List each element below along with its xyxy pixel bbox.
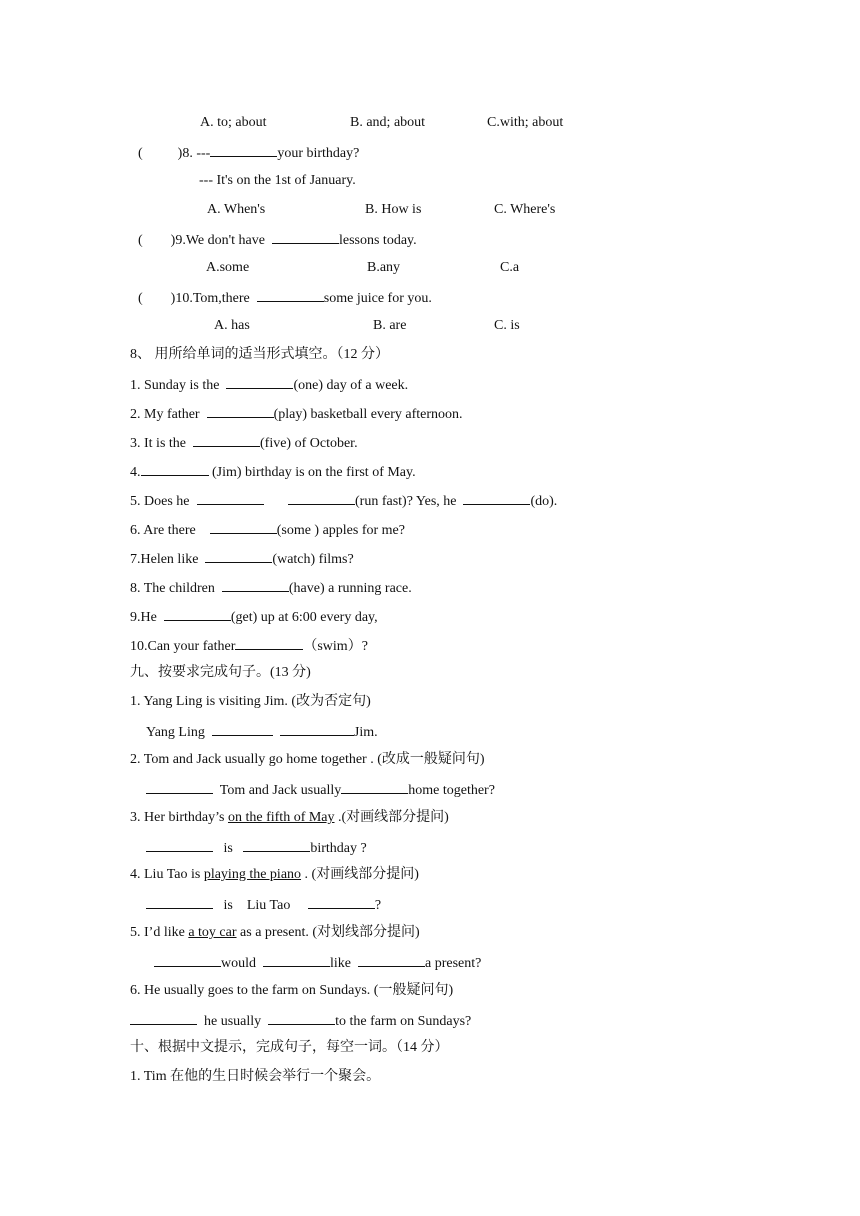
answer-blank[interactable] bbox=[463, 491, 530, 505]
answer-blank[interactable] bbox=[141, 462, 209, 476]
section-heading: 8、 用所给单词的适当形式填空。（12 分） bbox=[130, 347, 389, 362]
answer-text: a present? bbox=[425, 956, 482, 971]
fill-item-4 bbox=[130, 462, 416, 482]
answer-blank[interactable] bbox=[263, 953, 330, 967]
underlined-phrase: playing the piano bbox=[203, 867, 302, 882]
item-text: (have) a running race. bbox=[288, 581, 412, 596]
answer-text: he usually bbox=[204, 1014, 262, 1029]
question-text: . (对画线部分提问) bbox=[301, 867, 419, 882]
item-text: 4. bbox=[130, 465, 141, 480]
answer-blank[interactable] bbox=[257, 288, 324, 302]
answer-text: like bbox=[330, 956, 351, 971]
question-8 bbox=[138, 143, 359, 163]
answer-blank[interactable] bbox=[341, 780, 408, 794]
answer-blank[interactable] bbox=[193, 433, 260, 447]
fill-item-1 bbox=[130, 375, 408, 395]
question-9 bbox=[138, 230, 417, 250]
question-text: 4. Liu Tao is bbox=[130, 867, 204, 882]
answer-blank[interactable] bbox=[146, 838, 213, 852]
item-text: (five) of October. bbox=[260, 436, 358, 451]
answer-blank[interactable] bbox=[308, 895, 375, 909]
item-text: (some ) apples for me? bbox=[276, 523, 405, 538]
option-c: C.a bbox=[500, 260, 520, 275]
fill-item-3 bbox=[130, 433, 358, 453]
question-number: ( )9.We don't have bbox=[138, 233, 265, 248]
answer-text: birthday ? bbox=[310, 841, 367, 856]
dialogue-reply: --- It's on the 1st of January. bbox=[199, 173, 356, 188]
item-text: 6. Are there bbox=[130, 523, 196, 538]
question-text: .(对画线部分提问) bbox=[334, 810, 449, 825]
fill-item-10 bbox=[130, 636, 368, 656]
answer-blank[interactable] bbox=[210, 143, 277, 157]
answer-blank[interactable] bbox=[235, 636, 303, 650]
sentence-task-5 bbox=[130, 924, 420, 942]
answer-blank[interactable] bbox=[268, 1011, 335, 1025]
fill-item-6 bbox=[130, 520, 405, 540]
sentence-task-1: 1. Yang Ling is visiting Jim. (改为否定句) bbox=[130, 694, 371, 709]
option-a: A. When's bbox=[207, 202, 266, 217]
sentence-answer-3 bbox=[146, 838, 367, 858]
answer-blank[interactable] bbox=[146, 780, 213, 794]
option-a: A.some bbox=[206, 260, 250, 275]
fill-item-7 bbox=[130, 549, 354, 569]
answer-blank[interactable] bbox=[222, 578, 289, 592]
item-text: 7.Helen like bbox=[130, 552, 199, 567]
section-heading: 十、根据中文提示，完成句子，每空一词。（14 分） bbox=[130, 1040, 449, 1055]
answer-blank[interactable] bbox=[226, 375, 293, 389]
question-text: 5. I’d like bbox=[130, 925, 189, 940]
option-c: C. is bbox=[494, 318, 520, 333]
sentence-answer-5 bbox=[154, 953, 481, 973]
item-text: 5. Does he bbox=[130, 494, 190, 509]
answer-blank[interactable] bbox=[288, 491, 355, 505]
answer-blank[interactable] bbox=[207, 404, 274, 418]
sentence-answer-1 bbox=[146, 722, 378, 742]
fill-item-9 bbox=[130, 607, 378, 627]
item-text: 2. My father bbox=[130, 407, 200, 422]
answer-blank[interactable] bbox=[197, 491, 264, 505]
answer-text: home together? bbox=[408, 783, 495, 798]
answer-text: Yang Ling bbox=[146, 725, 205, 740]
item-text: 8. The children bbox=[130, 581, 215, 596]
answer-blank[interactable] bbox=[130, 1011, 197, 1025]
question-text: as a present. (对划线部分提问) bbox=[236, 925, 420, 940]
sentence-answer-4 bbox=[146, 895, 381, 915]
answer-text: is bbox=[223, 841, 233, 856]
answer-text: Jim. bbox=[353, 725, 378, 740]
answer-text: Tom and Jack usually bbox=[219, 783, 342, 798]
sentence-answer-6 bbox=[130, 1011, 471, 1031]
option-b: B. and; about bbox=[350, 115, 426, 130]
item-text: 10.Can your father bbox=[130, 639, 236, 654]
item-text: (do). bbox=[530, 494, 558, 509]
section-heading: 九、按要求完成句子。(13 分) bbox=[130, 665, 311, 680]
underlined-phrase: on the fifth of May bbox=[227, 810, 335, 825]
answer-blank[interactable] bbox=[205, 549, 272, 563]
option-b: B. are bbox=[373, 318, 407, 333]
item-text: 1. Sunday is the bbox=[130, 378, 220, 393]
answer-blank[interactable] bbox=[272, 230, 339, 244]
sentence-task-3 bbox=[130, 809, 449, 827]
answer-text: to the farm on Sundays? bbox=[335, 1014, 472, 1029]
question-text: your birthday? bbox=[277, 146, 360, 161]
question-text: some juice for you. bbox=[323, 291, 432, 306]
item-text: 9.He bbox=[130, 610, 157, 625]
answer-blank[interactable] bbox=[146, 895, 213, 909]
fill-item-8 bbox=[130, 578, 412, 598]
option-a: A. to; about bbox=[200, 115, 267, 130]
option-b: B.any bbox=[367, 260, 401, 275]
answer-blank[interactable] bbox=[154, 953, 221, 967]
fill-item-2 bbox=[130, 404, 463, 424]
option-b: B. How is bbox=[365, 202, 422, 217]
item-text: (Jim) birthday is on the first of May. bbox=[208, 465, 416, 480]
item-text: (play) basketball every afternoon. bbox=[273, 407, 463, 422]
item-text: (get) up at 6:00 every day, bbox=[230, 610, 378, 625]
answer-blank[interactable] bbox=[243, 838, 310, 852]
item-text: (watch) films? bbox=[272, 552, 354, 567]
item-text: （swim）? bbox=[303, 639, 368, 654]
item-text: (run fast)? Yes, he bbox=[355, 494, 457, 509]
option-a: A. has bbox=[214, 318, 250, 333]
item-text: 3. It is the bbox=[130, 436, 186, 451]
option-c: C. Where's bbox=[494, 202, 556, 217]
answer-text: ? bbox=[374, 898, 382, 913]
translation-task-1: 1. Tim 在他的生日时候会举行一个聚会。 bbox=[130, 1069, 381, 1084]
answer-blank[interactable] bbox=[164, 607, 231, 621]
sentence-task-2: 2. Tom and Jack usually go home together . (改成一般疑问句) bbox=[130, 752, 485, 767]
answer-blank[interactable] bbox=[358, 953, 425, 967]
question-number: ( )10.Tom,there bbox=[138, 291, 250, 306]
sentence-task-4 bbox=[130, 866, 419, 884]
answer-blank[interactable] bbox=[280, 722, 354, 736]
fill-item-5 bbox=[130, 491, 557, 511]
question-text: lessons today. bbox=[338, 233, 417, 248]
question-text: 3. Her birthday’s bbox=[130, 810, 228, 825]
option-c: C.with; about bbox=[487, 115, 564, 130]
underlined-phrase: a toy car bbox=[188, 925, 237, 940]
answer-blank[interactable] bbox=[210, 520, 277, 534]
sentence-task-6: 6. He usually goes to the farm on Sundays. (一般疑问句) bbox=[130, 983, 454, 998]
item-text: (one) day of a week. bbox=[293, 378, 409, 393]
answer-blank[interactable] bbox=[212, 722, 273, 736]
question-number: ( )8. --- bbox=[138, 146, 211, 161]
answer-text: would bbox=[221, 956, 256, 971]
sentence-answer-2 bbox=[146, 780, 495, 800]
answer-text: is Liu Tao bbox=[223, 898, 291, 913]
question-10 bbox=[138, 288, 432, 308]
